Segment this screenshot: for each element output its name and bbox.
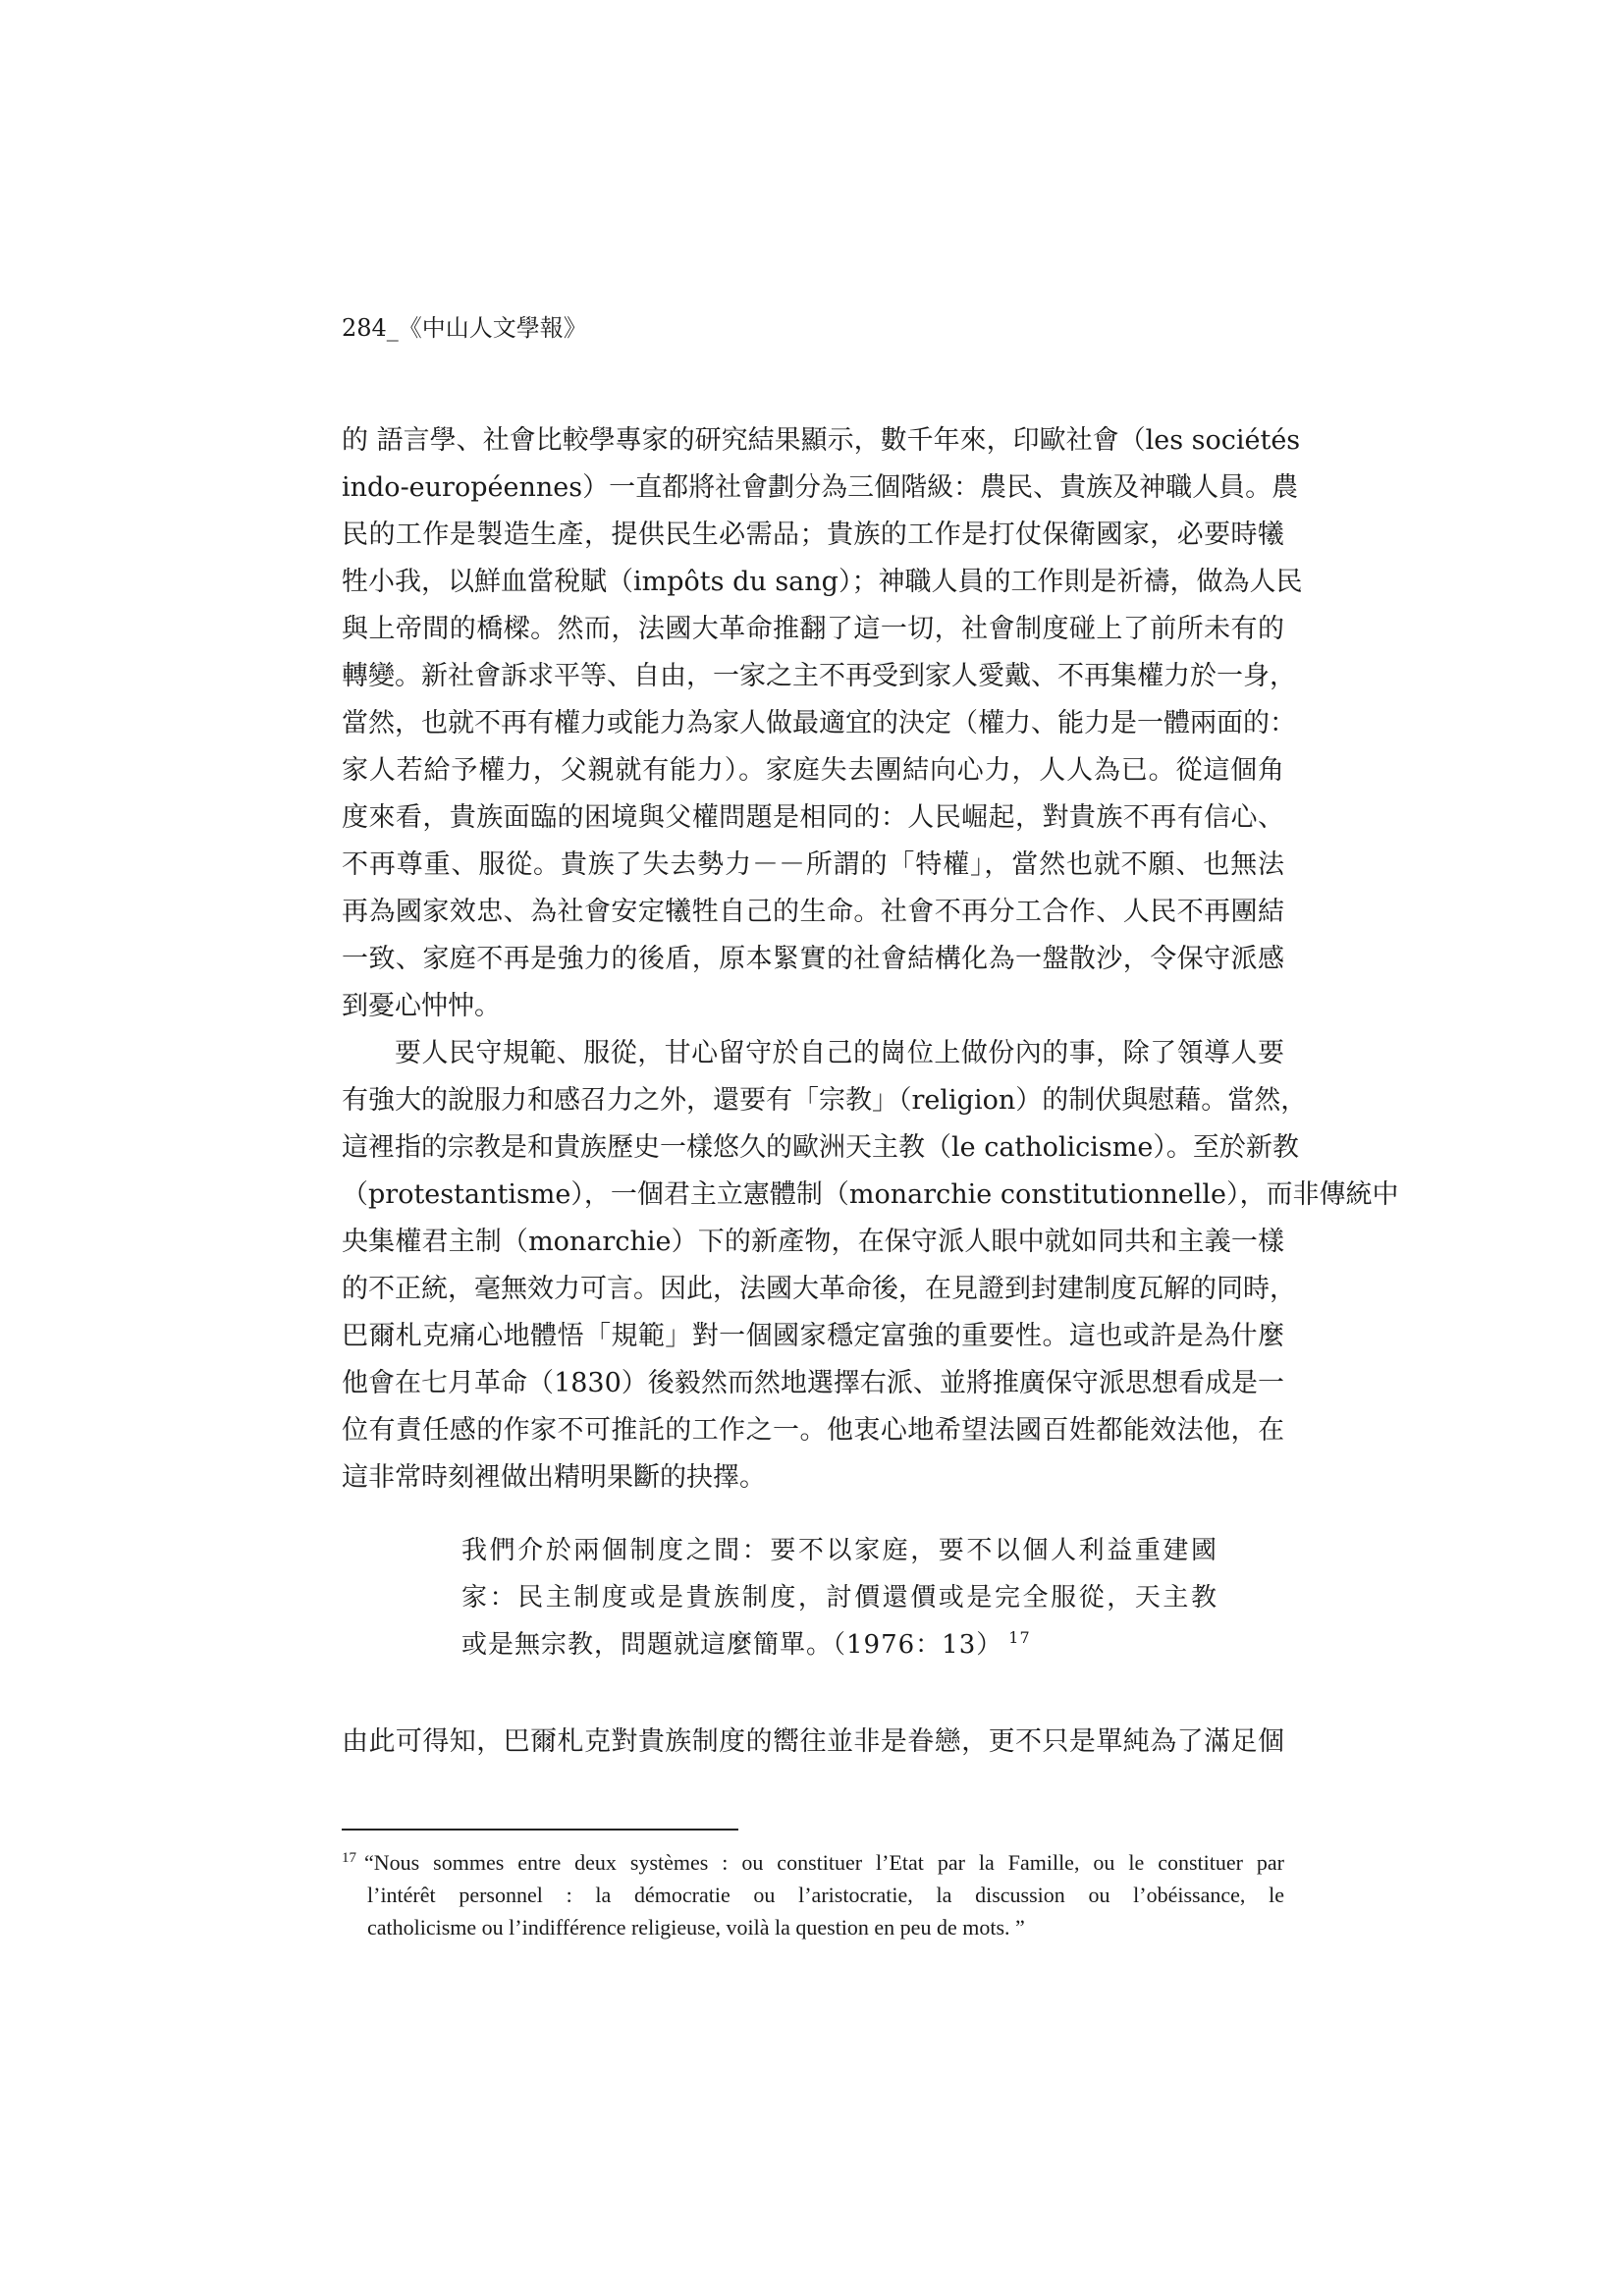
footnote-reference[interactable]: 17 [1008,1628,1031,1648]
text-line: 巴爾札克痛心地體悟「規範」對一個國家穩定富強的重要性。這也或許是為什麼 [342,1321,1284,1351]
text-line: indo-européennes）一直都將社會劃分為三個階級：農民、貴族及神職人員。農 [342,472,1299,503]
text-line: （protestantisme），一個君主立憲體制（monarchie constitutionnelle），而非傳統中 [342,1179,1399,1210]
quote-line: 我們介於兩個制度之間：要不以家庭，要不以個人利益重建國 [461,1536,1217,1565]
footnote [342,1846,1284,1943]
text-line: 民的工作是製造生產，提供民生必需品；貴族的工作是打仗保衛國家，必要時犧 [342,519,1284,550]
running-head: 284_《中山人文學報》 [342,314,587,342]
text-line: 不再尊重、服從。貴族了失去勢力－－所謂的「特權」，當然也就不願、也無法 [342,849,1284,880]
text-line: 這非常時刻裡做出精明果斷的抉擇。 [342,1462,766,1493]
paragraph-3 [342,1719,1284,1766]
quote-line-last [461,1621,1217,1668]
footnote-line: l’intérêt personnel : la démocratie ou l’aristocratie, la discussion ou l’obéissance, le [367,1883,1284,1907]
text-line: 轉變。新社會訴求平等、自由，一家之主不再受到家人愛戴、不再集權力於一身， [342,661,1296,691]
text-line: 到憂心忡忡。 [342,991,501,1021]
text-line: 度來看，貴族面臨的困境與父權問題是相同的：人民崛起，對貴族不再有信心、 [342,802,1284,833]
text-line: 當然，也就不再有權力或能力為家人做最適宜的決定（權力、能力是一體兩面的： [342,708,1296,738]
footnote-text: “Nous sommes entre deux systèmes : ou constituer l’Etat par la Famille, ou le constituer par [364,1850,1284,1875]
text-line: 位有責任感的作家不可推託的工作之一。他衷心地希望法國百姓都能效法他，在 [342,1415,1284,1446]
quote-line: 家：民主制度或是貴族制度，討價還價或是完全服從，天主教 [461,1583,1217,1613]
paragraph-2 [342,1030,1399,1502]
main-text [342,417,1399,1502]
text-line: 的 語言學、社會比較學專家的研究結果顯示，數千年來，印歐社會（les sociétés [342,425,1301,456]
block-quote [461,1527,1217,1668]
text-line: 牲小我，以鮮血當稅賦（impôts du sang）；神職人員的工作則是祈禱，做為人民 [342,567,1303,597]
text-line: 由此可得知，巴爾札克對貴族制度的嚮往並非是眷戀，更不只是單純為了滿足個 [342,1726,1284,1757]
footnote-line [342,1846,1284,1879]
text-line: 再為國家效忠、為社會安定犧牲自己的生命。社會不再分工合作、人民不再團結 [342,897,1284,927]
text-line: 有強大的說服力和感召力之外，還要有「宗教」（religion）的制伏與慰藉。當然， [342,1085,1308,1116]
text-line: 的不正統，毫無效力可言。因此，法國大革命後，在見證到封建制度瓦解的同時， [342,1274,1296,1304]
footnote-separator [342,1829,738,1831]
text-line: 家人若給予權力，父親就有能力）。家庭失去團結向心力，人人為已。從這個角 [342,755,1284,786]
footnote-line: catholicisme ou l’indifférence religieuse, voilà la question en peu de mots. ” [367,1915,1025,1940]
text-line: 要人民守規範、服從，甘心留守於自己的崗位上做份內的事，除了領導人要 [395,1038,1284,1068]
text-line: 一致、家庭不再是強力的後盾，原本緊實的社會結構化為一盤散沙，令保守派感 [342,944,1284,974]
text-line: 與上帝間的橋樑。然而，法國大革命推翻了這一切，社會制度碰上了前所未有的 [342,614,1284,644]
footnote-number: 17 [342,1849,356,1866]
text-line: 央集權君主制（monarchie）下的新產物，在保守派人眼中就如同共和主義一樣 [342,1227,1284,1257]
quote-line-text: 或是無宗教，問題就這麼簡單。（1976：13） [461,1630,1003,1660]
text-line: 他會在七月革命（1830）後毅然而然地選擇右派、並將推廣保守派思想看成是一 [342,1368,1284,1398]
text-line: 這裡指的宗教是和貴族歷史一樣悠久的歐洲天主教（le catholicisme）。至於新教 [342,1132,1299,1163]
paragraph-1 [342,417,1303,1030]
